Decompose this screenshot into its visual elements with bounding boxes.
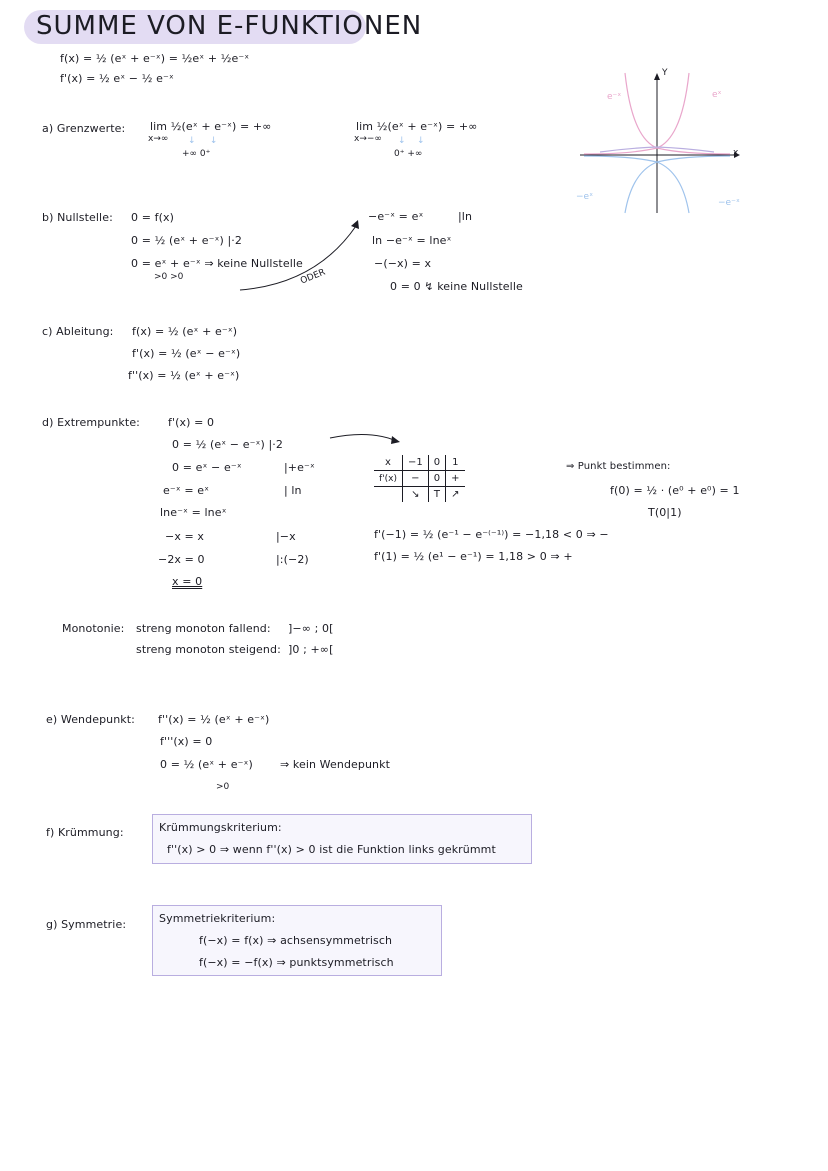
extremum-line-1: f'(x) = 0: [168, 416, 215, 429]
sign-table-cell: +: [446, 471, 465, 487]
extremum-line-5: lne⁻ˣ = lneˣ: [160, 506, 227, 519]
page-title: SUMME VON E-FUNKTIONEN: [36, 11, 423, 41]
section-c-label: c) Ableitung:: [42, 325, 114, 338]
limit-arrows-1-icon: ↓ ↓: [188, 136, 218, 146]
derivative-line-1: f(x) = ½ (eˣ + e⁻ˣ): [132, 325, 238, 338]
limit-minus-infinity-sub: x→−∞: [354, 134, 382, 144]
section-a-label: a) Grenzwerte:: [42, 122, 126, 135]
symmetry-criterion-box: [152, 905, 442, 976]
monotonie-steigend-value: ]0 ; +∞[: [288, 643, 334, 656]
sign-table-cell: 0: [428, 471, 445, 487]
curve-e-x: [584, 73, 689, 154]
limit-minus-infinity: lim ½(eˣ + e⁻ˣ) = +∞: [356, 120, 478, 133]
section-g-label: g) Symmetrie:: [46, 918, 127, 931]
punkt-result: T(0|1): [648, 506, 682, 519]
eval-left: f'(−1) = ½ (e⁻¹ − e⁻⁽⁻¹⁾) = −1,18 < 0 ⇒ −: [374, 528, 609, 541]
limit-arrows-2-icon: ↓ ↓: [398, 136, 425, 146]
extremum-line-4-op: | ln: [284, 484, 302, 497]
zero-alt-line-3: −(−x) = x: [374, 257, 432, 270]
extremum-line-3: 0 = eˣ − e⁻ˣ: [172, 461, 242, 474]
graph-y-label: Y: [662, 68, 668, 78]
section-b-label: b) Nullstelle:: [42, 211, 113, 224]
zero-line-1: 0 = f(x): [131, 211, 174, 224]
curve-neg-e-neg-x: [584, 156, 689, 213]
sign-table-row: [374, 471, 465, 487]
inflection-result: ⇒ kein Wendepunkt: [280, 758, 391, 771]
oder-label: ODER: [299, 267, 327, 287]
zero-line-3-under: >0 >0: [154, 272, 184, 282]
first-derivative-definition: f'(x) = ½ eˣ − ½ e⁻ˣ: [60, 72, 174, 85]
derivative-line-3: f''(x) = ½ (eˣ + e⁻ˣ): [128, 369, 240, 382]
punkt-heading: ⇒ Punkt bestimmen:: [566, 461, 671, 472]
extremum-result: x = 0: [172, 575, 203, 588]
derivative-line-2: f'(x) = ½ (eˣ − e⁻ˣ): [132, 347, 241, 360]
limit-minus-infinity-under: 0⁺ +∞: [394, 149, 423, 159]
limit-plus-infinity: lim ½(eˣ + e⁻ˣ) = +∞: [150, 120, 272, 133]
sign-table-header: 1: [446, 455, 465, 471]
monotonie-steigend: streng monoton steigend:: [136, 643, 281, 656]
curvature-criterion-text: f''(x) > 0 ⇒ wenn f''(x) > 0 ist die Funktion links gekrümmt: [167, 843, 496, 856]
zero-alt-line-2: ln −e⁻ˣ = lneˣ: [372, 234, 452, 247]
sign-table-header-row: [374, 455, 465, 471]
curvature-criterion-box: [152, 814, 532, 864]
zero-line-2: 0 = ½ (eˣ + e⁻ˣ) |·2: [131, 234, 242, 247]
sign-table-header: −1: [403, 455, 429, 471]
extremum-line-7-op: |:(−2): [276, 553, 309, 566]
graph-label-e-neg-x: e⁻ˣ: [607, 92, 622, 102]
extremum-line-2: 0 = ½ (eˣ − e⁻ˣ) |·2: [172, 438, 283, 451]
inflection-line-3: 0 = ½ (eˣ + e⁻ˣ): [160, 758, 253, 771]
extremum-line-4: e⁻ˣ = eˣ: [163, 484, 210, 497]
zero-alt-line-1-op: |ln: [458, 210, 473, 223]
table-arrow: [328, 430, 404, 450]
section-f-label: f) Krümmung:: [46, 826, 124, 839]
extremum-line-7: −2x = 0: [158, 553, 205, 566]
zero-alt-line-1: −e⁻ˣ = eˣ: [368, 210, 424, 223]
graph-x-label: x: [733, 148, 739, 158]
minimum-marker: T: [428, 487, 445, 503]
inflection-line-3-under: >0: [216, 782, 230, 792]
monotonie-fallend: streng monoton fallend:: [136, 622, 271, 635]
zero-line-3: 0 = eˣ + e⁻ˣ ⇒ keine Nullstelle: [131, 257, 303, 270]
sign-table-header: 0: [428, 455, 445, 471]
symmetry-axis-line: f(−x) = f(x) ⇒ achsensymmetrisch: [199, 934, 393, 947]
monotonie-label: Monotonie:: [62, 622, 125, 635]
curvature-criterion-title: Krümmungskriterium:: [159, 821, 282, 834]
extremum-line-3-op: |+e⁻ˣ: [284, 461, 315, 474]
eval-right: f'(1) = ½ (e¹ − e⁻¹) = 1,18 > 0 ⇒ +: [374, 550, 573, 563]
extremum-line-6: −x = x: [165, 530, 205, 543]
inflection-line-1: f''(x) = ½ (eˣ + e⁻ˣ): [158, 713, 270, 726]
symmetry-point-line: f(−x) = −f(x) ⇒ punktsymmetrisch: [199, 956, 394, 969]
sign-table-arrow-row: [374, 487, 465, 503]
curve-e-neg-x: [625, 73, 730, 154]
section-e-label: e) Wendepunkt:: [46, 713, 135, 726]
y-axis-arrow-icon: [654, 73, 660, 80]
extremum-line-6-op: |−x: [276, 530, 296, 543]
sign-table-row-label: f'(x): [374, 471, 403, 487]
limit-plus-infinity-under: +∞ 0⁺: [182, 149, 211, 159]
punkt-calculation: f(0) = ½ · (e⁰ + e⁰) = 1: [610, 484, 740, 497]
zero-alt-line-4: 0 = 0 ↯ keine Nullstelle: [390, 280, 523, 293]
sign-table-cell: −: [403, 471, 429, 487]
sign-table: [374, 455, 465, 502]
graph-label-neg-e-x: −eˣ: [576, 192, 594, 202]
symmetry-criterion-title: Symmetriekriterium:: [159, 912, 276, 925]
sign-table-header-x: x: [374, 455, 403, 471]
graph-label-neg-e-neg-x: −e⁻ˣ: [718, 198, 740, 208]
decreasing-arrow-icon: ↘: [403, 487, 429, 503]
increasing-arrow-icon: ↗: [451, 489, 460, 500]
inflection-line-2: f'''(x) = 0: [160, 735, 213, 748]
graph-label-e-x: eˣ: [712, 90, 722, 100]
function-definition: f(x) = ½ (eˣ + e⁻ˣ) = ½eˣ + ½e⁻ˣ: [60, 52, 250, 65]
curve-neg-e-x: [625, 156, 730, 213]
section-d-label: d) Extrempunkte:: [42, 416, 140, 429]
monotonie-fallend-value: ]−∞ ; 0[: [288, 622, 334, 635]
limit-plus-infinity-sub: x→∞: [148, 134, 169, 144]
